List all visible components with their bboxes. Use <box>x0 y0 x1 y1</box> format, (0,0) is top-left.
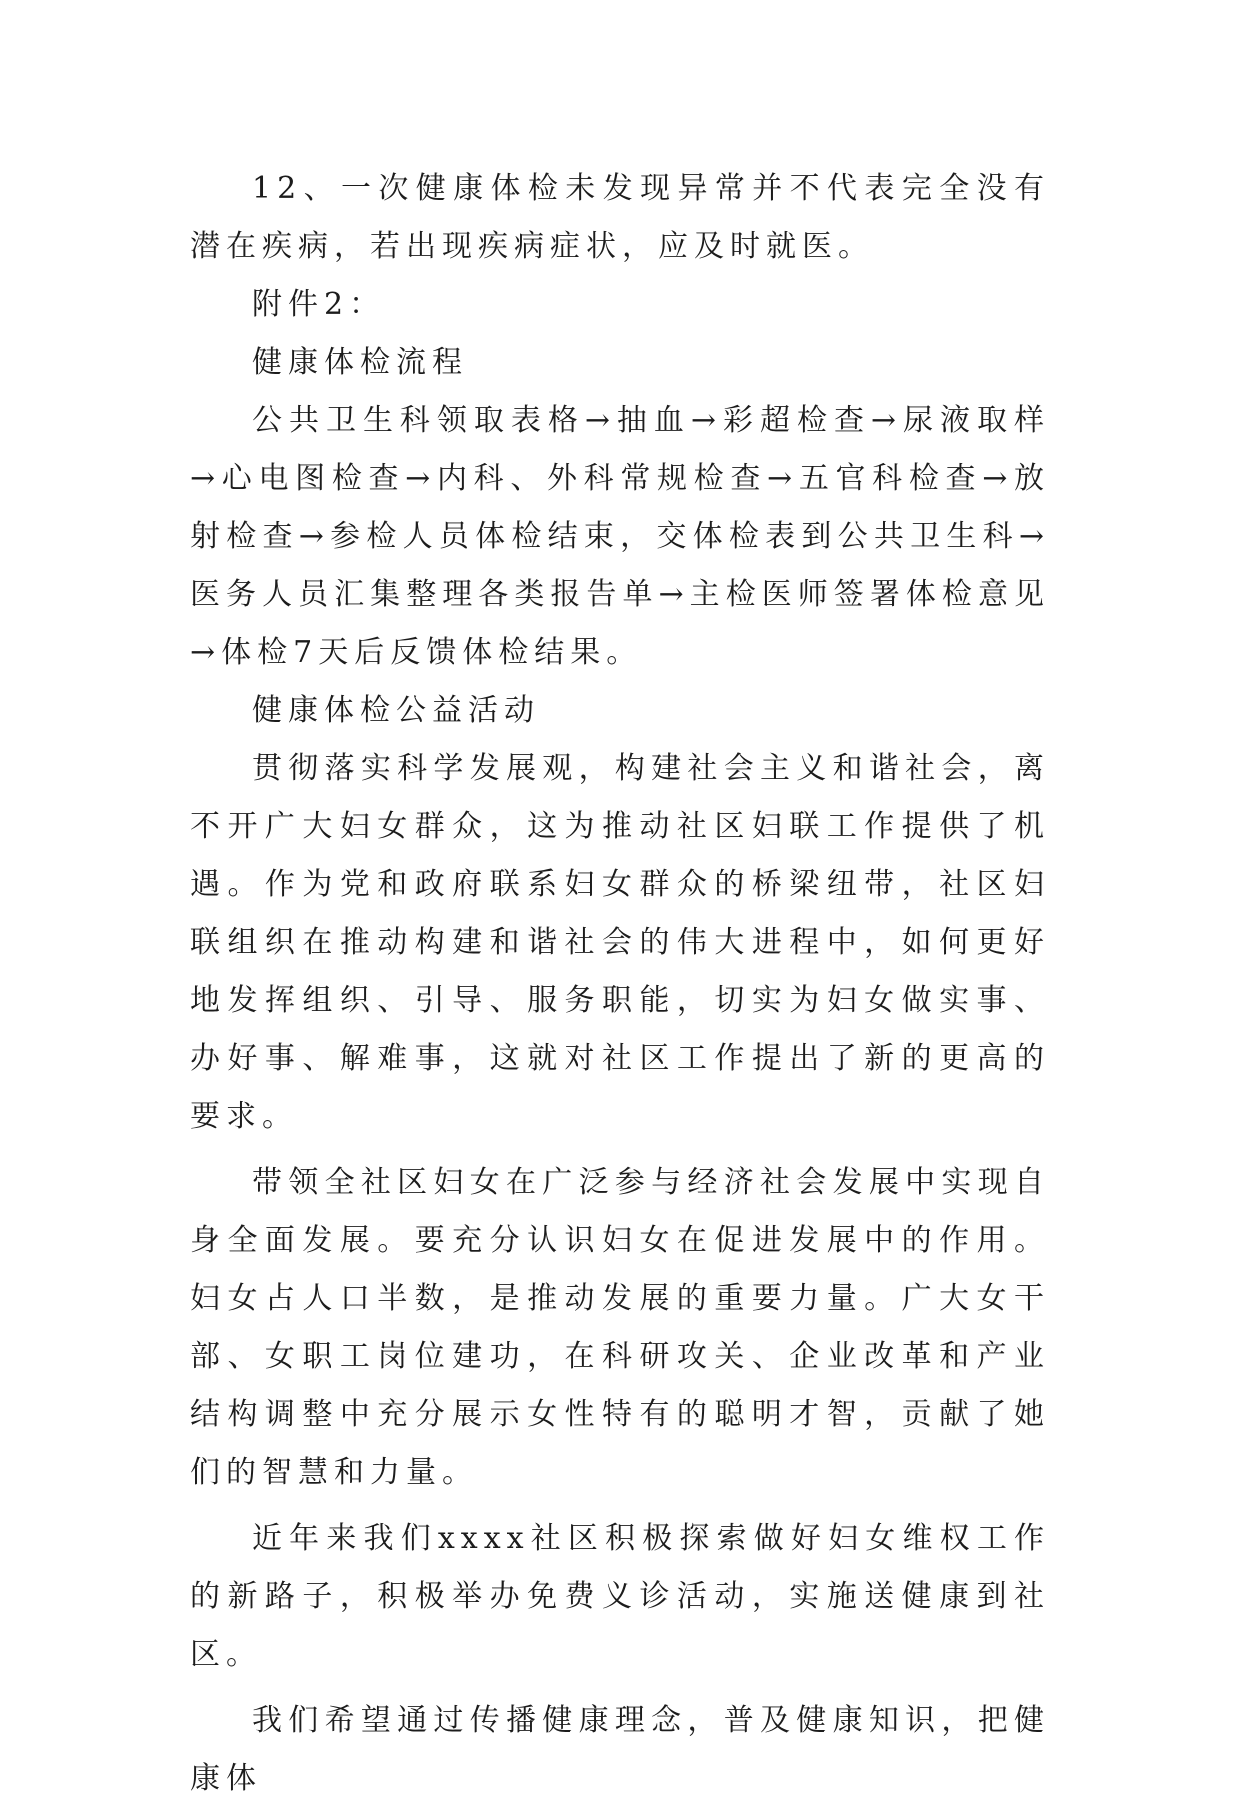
section-heading-public-welfare: 健康体检公益活动 <box>252 693 540 728</box>
paragraph-scientific-development: 贯彻落实科学发展观，构建社会主义和谐社会，离不开广大妇女群众，这为推动社区妇联工作提供了机遇。作为党和政府联系妇女群众的桥梁纽带，社区妇联组织在推动构建和谐社会的伟大进程中，如何更好地发挥组织、引导、服务职能，切实为妇女做实事、办好事、解难事，这就对社区工作提出了新的更高的要求。 <box>190 751 1050 1134</box>
paragraph-community-free-clinic: 近年来我们xxxx社区积极探索做好妇女维权工作的新路子，积极举办免费义诊活动，实施送健康到社区。 <box>190 1521 1050 1672</box>
paragraph-women-development: 带领全社区妇女在广泛参与经济社会发展中实现自身全面发展。要充分认识妇女在促进发展中的作用。妇女占人口半数，是推动发展的重要力量。广大女干部、女职工岗位建功，在科研攻关、企业改革和产业结构调整中充分展示女性特有的聪明才智，贡献了她们的智慧和力量。 <box>190 1165 1050 1490</box>
attachment-label: 附件2： <box>252 287 386 322</box>
paragraph-checkup-process: 公共卫生科领取表格→抽血→彩超检查→尿液取样→心电图检查→内科、外科常规检查→五官科检查→放射检查→参检人员体检结束，交体检表到公共卫生科→医务人员汇集整理各类报告单→主检医师签署体检意见→体检7天后反馈体检结果。 <box>190 403 1050 670</box>
paragraph-checkup-note: 12、一次健康体检未发现异常并不代表完全没有潜在疾病，若出现疾病症状，应及时就医。 <box>190 171 1050 264</box>
section-heading-checkup-process: 健康体检流程 <box>252 345 468 380</box>
document-body <box>190 160 1050 1808</box>
paragraph-health-concept: 我们希望通过传播健康理念，普及健康知识，把健康体 <box>190 1703 1050 1796</box>
